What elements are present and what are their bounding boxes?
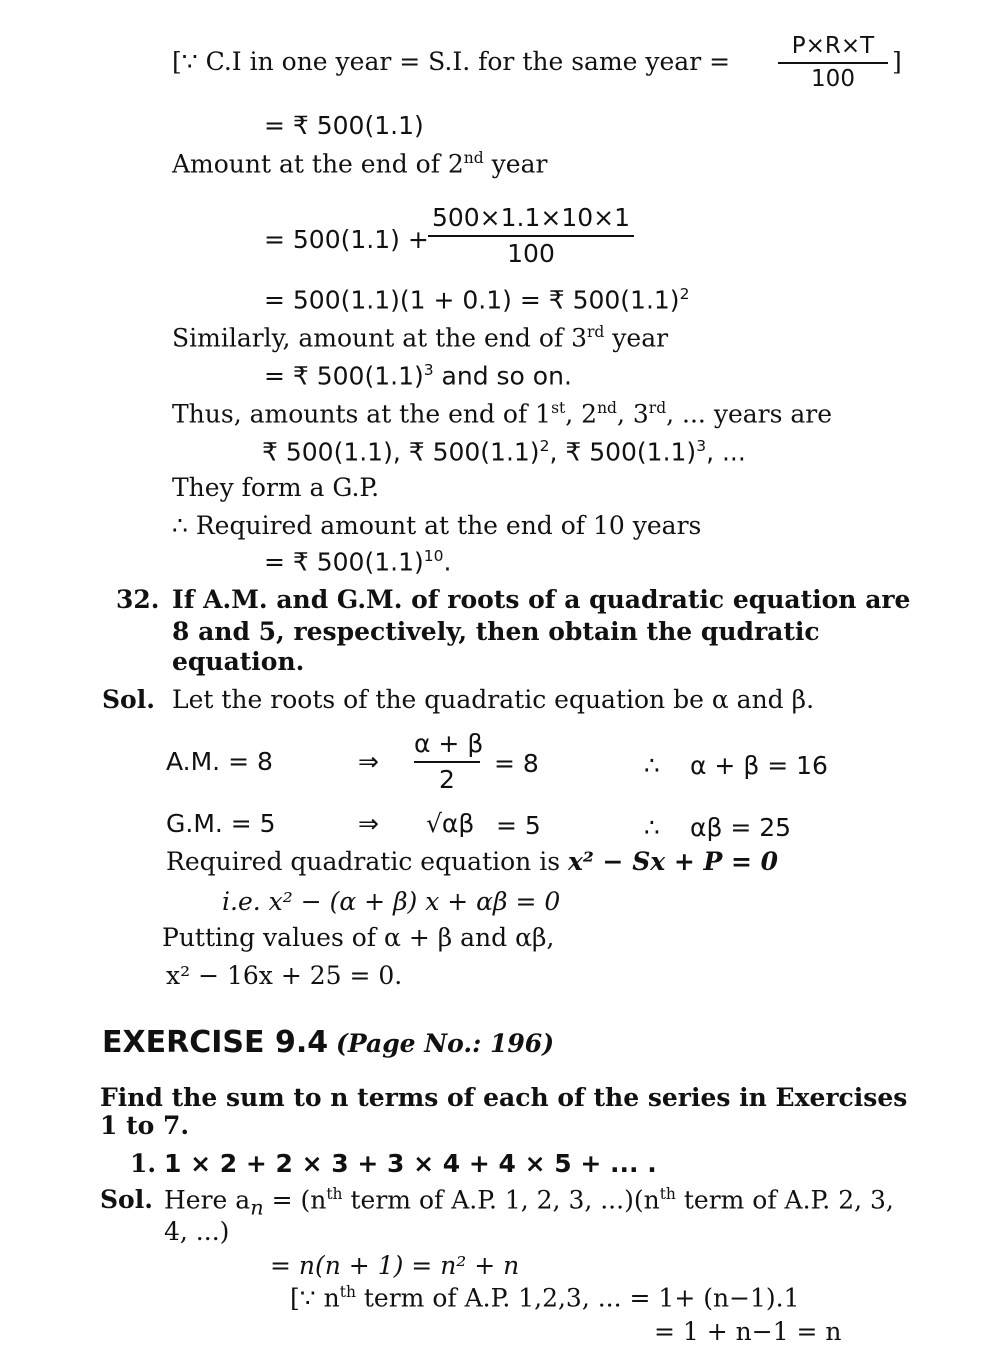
line-required: ∴ Required amount at the end of 10 years <box>172 511 702 540</box>
final-equation: x² − 16x + 25 = 0. <box>166 961 403 990</box>
question-1-series: 1 × 2 + 2 × 3 + 3 × 4 + 4 × 5 + ... . <box>164 1149 657 1178</box>
line-gp: They form a G.P. <box>172 473 380 502</box>
question-32-line-1: If A.M. and G.M. of roots of a quadratic equation are <box>172 585 911 614</box>
sol-1-line-4: [∵ $n^{th}$ term of A.P. 1,2,3, ... = 1+ (n−1).1 <box>290 1283 800 1313</box>
sol-1-line-3: = n(n + 1) = n² + n <box>270 1251 520 1280</box>
line-similarly: Similarly, amount at the end of 3rd year <box>172 323 669 353</box>
am-fraction <box>414 729 484 794</box>
sol-1-label: Sol. <box>100 1185 153 1214</box>
exercise-page: (Page No.: 196) <box>336 1029 555 1058</box>
line-3rd-year: = ₹ $500(1.1)^3$ and so on. <box>264 361 572 391</box>
am-equals: = 8 <box>494 749 539 778</box>
question-32-line-3: equation. <box>172 647 305 676</box>
sol-32-intro: Let the roots of the quadratic equation be α and β. <box>172 685 815 714</box>
gm-label: G.M. = 5 <box>166 809 276 838</box>
question-32-line-2: 8 and 5, respectively, then obtain the qudratic <box>172 617 820 646</box>
am-result: α + β = 16 <box>690 751 828 780</box>
line-amount-series: ₹ 500(1.1), ₹ $500(1.1)^2$, ₹ $500(1.1)^3$, ... <box>262 437 746 467</box>
gm-arrow: ⇒ <box>358 809 379 838</box>
question-1-number: 1. <box>130 1149 157 1178</box>
line-amount-1: = ₹ 500(1.1) <box>264 111 424 140</box>
required-equation: Required quadratic equation is x² − Sx + P = 0 <box>166 847 779 876</box>
line-2nd-year-result: = 500(1.1)(1 + 0.1) = ₹ $500(1.1)^2$ <box>264 285 690 315</box>
line-thus: Thus, amounts at the end of 1st, 2nd, 3rd, ... years are <box>172 399 833 429</box>
ci-note-bracket: ] <box>892 47 902 76</box>
sol-1-line-2: 4, ...) <box>164 1217 230 1246</box>
gm-equals: = 5 <box>496 811 541 840</box>
ie-equation: i.e. x² − (α + β) x + αβ = 0 <box>222 887 561 916</box>
question-32-number: 32. <box>116 585 160 614</box>
ci-fraction <box>778 34 888 93</box>
year2-fraction <box>428 204 634 267</box>
instruction-line-1: Find the sum to n terms of each of the series in Exercises <box>100 1083 908 1112</box>
am-fraction-denominator: 2 <box>439 764 455 794</box>
am-label: A.M. = 8 <box>166 747 273 776</box>
exercise-heading <box>102 1026 554 1061</box>
line-2nd-year-lhs: = 500(1.1) + <box>264 225 429 254</box>
sol-1-line-1: Here $a_n = (n^{th}$ term of A.P. 1, 2, 3, $...)(n^{th}$ term of A.P. 2, 3, <box>164 1185 894 1220</box>
sol-32-label: Sol. <box>102 685 155 714</box>
am-therefore: ∴ <box>644 751 660 780</box>
year2-fraction-numerator: 500×1.1×10×1 <box>428 204 634 237</box>
year2-fraction-denominator: 100 <box>507 238 555 268</box>
ci-note <box>172 48 730 77</box>
ci-fraction-denominator: 100 <box>811 66 855 93</box>
instruction-line-2: 1 to 7. <box>100 1111 190 1140</box>
gm-root: √αβ <box>426 809 475 838</box>
putting-values: Putting values of α + β and αβ, <box>162 923 555 952</box>
line-amount-2nd: Amount at the end of 2nd year <box>172 149 548 179</box>
gm-result: αβ = 25 <box>690 813 792 842</box>
am-fraction-numerator: α + β <box>414 730 480 763</box>
ci-note-text: [∵ C.I in one year = S.I. for the same year = <box>172 47 731 76</box>
sol-1-line-5: = 1 + n−1 = n <box>654 1317 842 1346</box>
ci-fraction-numerator: P×R×T <box>778 34 888 64</box>
line-final-amount: = ₹ $500(1.1)^{10}$. <box>264 547 452 577</box>
am-arrow: ⇒ <box>358 747 379 776</box>
gm-therefore: ∴ <box>644 813 660 842</box>
exercise-title: EXERCISE 9.4 <box>102 1025 329 1060</box>
